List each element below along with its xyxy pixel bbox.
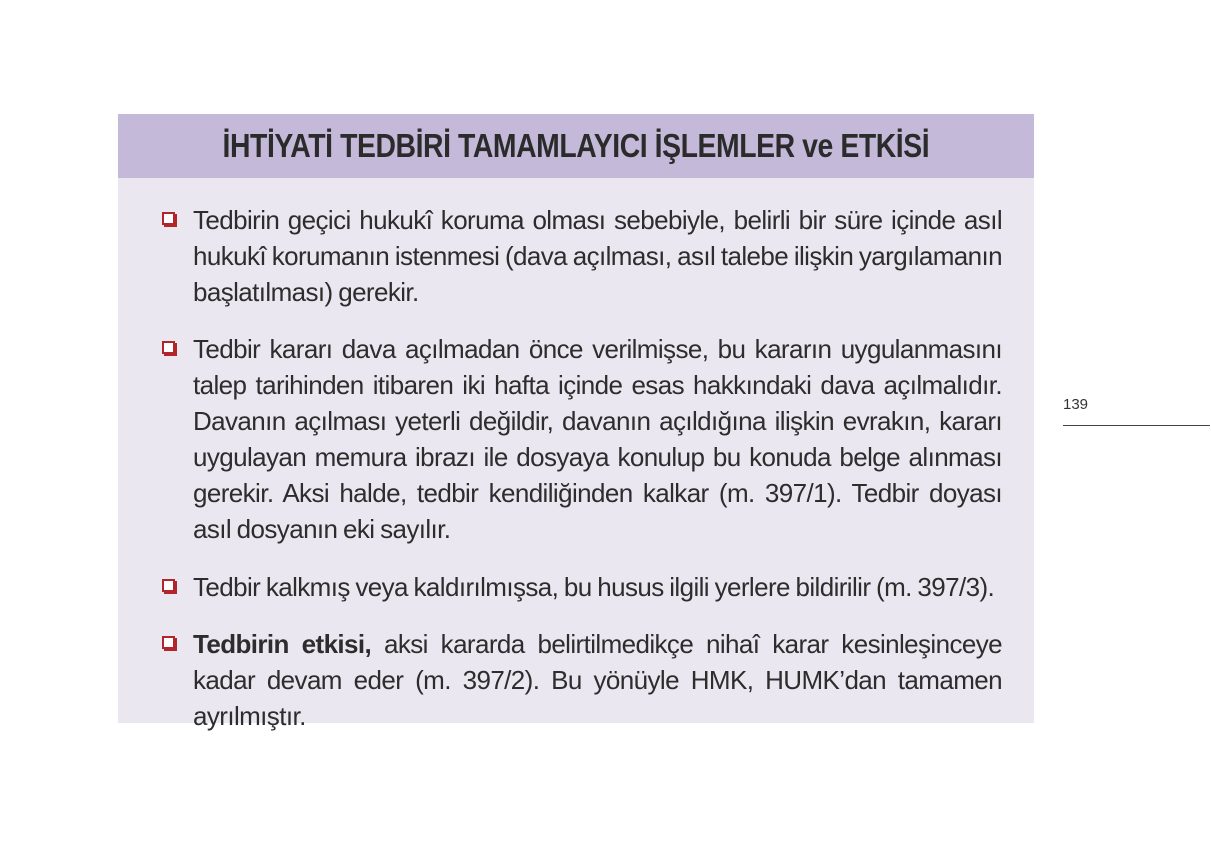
content-panel	[118, 114, 1034, 731]
page-number-divider	[1063, 425, 1210, 426]
bullet-text	[193, 202, 1002, 310]
checkbox-bullet-icon	[162, 579, 175, 592]
checkbox-bullet-icon	[162, 212, 175, 225]
checkbox-bullet-icon	[162, 636, 175, 649]
list-item	[162, 202, 1002, 310]
list-item	[162, 569, 1002, 605]
bullet-list	[162, 202, 1002, 755]
bullet-text	[193, 626, 1002, 734]
bullet-body-text: Tedbirin geçici hukukî koruma olması sebebiyle, belirli bir süre içinde asıl hukukî korumanın istenmesi (dava açılması, asıl talebe ilişkin yargılamanın başlatılması) gerekir.	[193, 205, 1002, 307]
bullet-body-text: aksi kararda belirtilmedikçe nihaî karar kesinleşinceye kadar devam eder (m. 397/2). Bu yönüyle HMK, HUMK’dan tamamen ayrılmıştır.	[193, 629, 1002, 731]
checkbox-bullet-icon	[162, 341, 175, 354]
bullet-body-text: Tedbir kararı dava açılmadan önce verilmişse, bu kararın uygulanmasını talep tarihinden itibaren iki hafta içinde esas hakkındaki dava açılmalıdır. Davanın açılması yeterli değildir, davanın açıldığına ilişkin evrakın, kararı uygulayan memura ibrazı ile dosyaya konulup bu konuda belge alınması gerekir. Aksi halde, tedbir kendiliğinden kalkar (m. 397/1). Tedbir doyası asıl dosyanın eki sayılır.	[193, 334, 1002, 544]
bullet-text	[193, 331, 1002, 547]
bullet-body-text: Tedbir kalkmış veya kaldırılmışsa, bu husus ilgili yerlere bildirilir (m. 397/3).	[193, 572, 995, 602]
list-item	[162, 331, 1002, 547]
bullet-bold-text: Tedbirin etkisi,	[193, 629, 372, 659]
page-title: İHTİYATİ TEDBİRİ TAMAMLAYICI İŞLEMLER ve ETKİSİ	[222, 127, 930, 164]
bullet-text	[193, 569, 1002, 605]
title-bar	[118, 114, 1034, 178]
list-item	[162, 626, 1002, 734]
page-number: 139	[1063, 396, 1089, 413]
